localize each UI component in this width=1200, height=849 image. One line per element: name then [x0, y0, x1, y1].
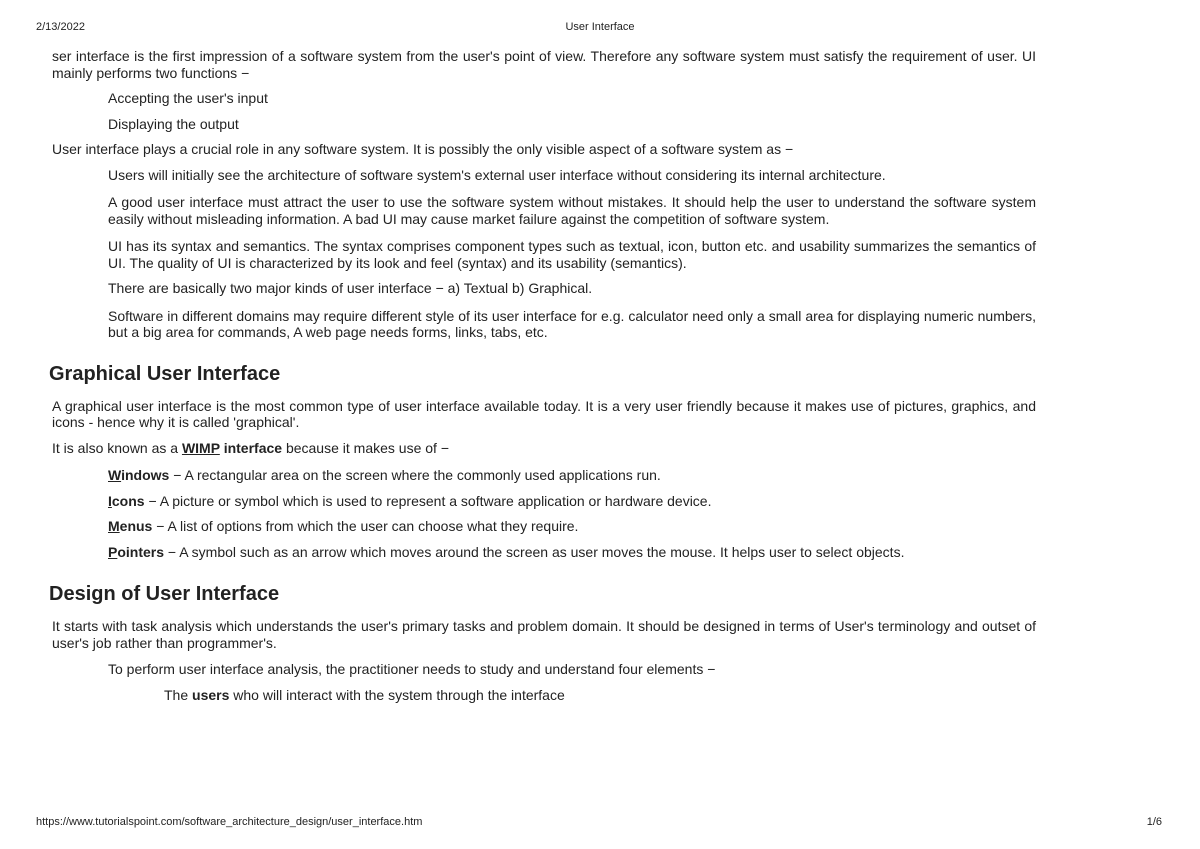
- wimp-term: ointers: [117, 543, 165, 560]
- wimp-term: indows: [121, 467, 170, 483]
- wimp-text-before: It is also known as a: [52, 439, 182, 456]
- wimp-item-icons: [52, 493, 1036, 510]
- role-point: Software in different domains may require different style of its user interface for e.g. calculator need only a small area for displaying numeric numbers, but a big area for commands, A web page needs forms, links, tabs, etc.: [108, 307, 1036, 340]
- page-content: [49, 48, 1036, 703]
- function-item: Accepting the user's input: [108, 90, 268, 106]
- footer-page-number: 1/6: [1146, 816, 1162, 828]
- wimp-bold: interface: [219, 439, 283, 456]
- wimp-initial: P: [108, 543, 118, 560]
- wimp-item-windows: [52, 467, 1036, 484]
- footer-url: https://www.tutorialspoint.com/software_architecture_design/user_interface.htm: [36, 816, 423, 828]
- role-paragraph: User interface plays a crucial role in any software system. It is possibly the only visible aspect of a software system as −: [52, 141, 794, 157]
- header-date: 2/13/2022: [36, 21, 85, 33]
- design-paragraph: It starts with task analysis which understands the user's primary tasks and problem domain. It should be designed in terms of User's terminology and outset of user's job rather than programmer's.: [52, 618, 1036, 651]
- wimp-term: enus: [119, 518, 153, 534]
- wimp-item-pointers: [52, 544, 1036, 561]
- wimp-desc: − A symbol such as an arrow which moves around the screen as user moves the mouse. It helps user to select objects.: [164, 543, 905, 560]
- element-text-after: who will interact with the system through the interface: [229, 686, 565, 703]
- wimp-link[interactable]: WIMP: [181, 439, 220, 456]
- header-title: User Interface: [565, 21, 635, 33]
- element-bold: users: [192, 686, 230, 703]
- wimp-desc: − A list of options from which the user can choose what they require.: [152, 518, 579, 534]
- design-element: [52, 687, 1036, 704]
- wimp-initial: I: [108, 492, 112, 509]
- wimp-text-after: because it makes use of −: [282, 439, 449, 456]
- element-text-before: The: [164, 686, 193, 703]
- role-point: UI has its syntax and semantics. The syntax comprises component types such as textual, icon, button etc. and usability summarizes the semantics of UI. The quality of UI is characterized by its look and feel (syntax) and its usability (semantics).: [108, 238, 1036, 271]
- wimp-initial: W: [108, 467, 122, 483]
- wimp-item-menus: [52, 518, 1036, 535]
- wimp-desc: − A picture or symbol which is used to represent a software application or hardware device.: [144, 492, 712, 509]
- wimp-desc: − A rectangular area on the screen where the commonly used applications run.: [169, 467, 661, 483]
- gui-paragraph: A graphical user interface is the most common type of user interface available today. It is a very user friendly because it makes use of pictures, graphics, and icons - hence why it is called 'graphical'.: [52, 397, 1036, 430]
- design-heading: Design of User Interface: [49, 583, 280, 605]
- design-analysis: To perform user interface analysis, the practitioner needs to study and understand four elements −: [108, 661, 716, 677]
- role-point: Users will initially see the architecture of software system's external user interface without considering its internal architecture.: [108, 166, 886, 183]
- intro-paragraph: ser interface is the first impression of a software system from the user's point of view. Therefore any software system must satisfy the requirement of user. UI mainly performs two functions −: [52, 48, 1036, 81]
- role-point: A good user interface must attract the user to use the software system without mistakes. It should help the user to understand the software system easily without misleading information. A bad UI may cause market failure against the competition of software system.: [108, 194, 1036, 227]
- wimp-initial: M: [108, 518, 120, 534]
- gui-heading: Graphical User Interface: [49, 362, 281, 385]
- wimp-term: cons: [111, 492, 145, 509]
- wimp-paragraph: [52, 440, 1036, 457]
- role-point: There are basically two major kinds of user interface − a) Textual b) Graphical.: [108, 280, 593, 296]
- function-item: Displaying the output: [108, 115, 239, 132]
